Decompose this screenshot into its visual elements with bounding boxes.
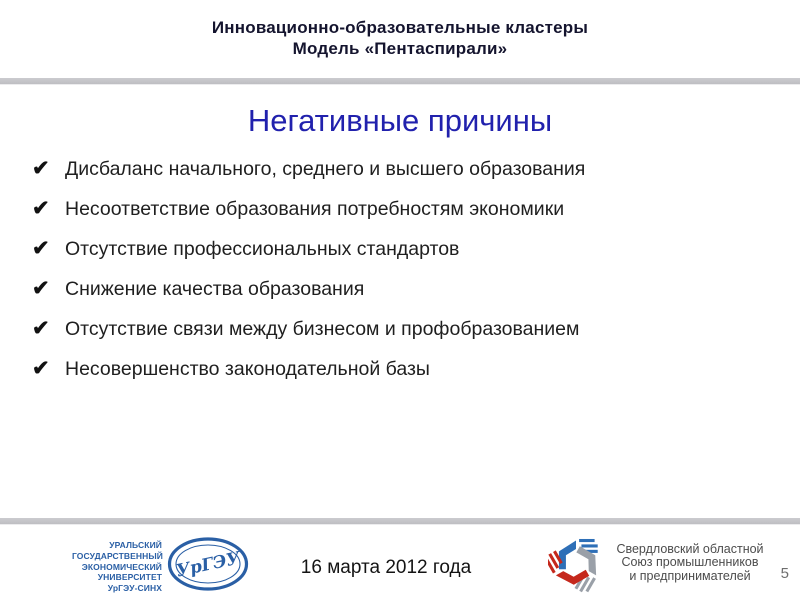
header-title-line2: Модель «Пентаспирали» <box>292 39 508 58</box>
list-item <box>32 157 762 197</box>
header-title-line1: Инновационно-образовательные кластеры <box>211 18 589 37</box>
sospp-hexagon-icon <box>548 532 604 594</box>
bullet-text: Несовершенство законодательной базы <box>65 358 430 380</box>
sospp-line: и предпринимателей <box>629 568 751 583</box>
usue-line: УНИВЕРСИТЕТ <box>97 572 162 583</box>
checkmark-icon: ✔ <box>32 237 50 260</box>
bullet-text: Отсутствие связи между бизнесом и профобразованием <box>65 318 580 340</box>
page-number: 5 <box>780 565 789 582</box>
sospp-line: Союз промышленников <box>621 555 759 570</box>
list-item <box>32 317 762 357</box>
top-divider <box>0 78 800 85</box>
list-item <box>32 277 762 317</box>
list-item <box>32 237 762 277</box>
checkmark-icon: ✔ <box>32 317 50 340</box>
slide-date: 16 марта 2012 года <box>300 557 472 578</box>
slide-heading: Негативные причины <box>247 103 553 138</box>
checkmark-icon: ✔ <box>32 277 50 300</box>
sospp-logo <box>548 532 766 594</box>
usue-line: ЭКОНОМИЧЕСКИЙ <box>81 561 162 572</box>
usue-line: УрГЭУ-СИНХ <box>107 583 162 594</box>
usue-oval-text: УрГЭУ <box>174 548 242 582</box>
bullet-list <box>32 157 762 397</box>
bottom-divider <box>0 518 800 525</box>
list-item <box>32 197 762 237</box>
checkmark-icon: ✔ <box>32 157 50 180</box>
usue-line: УРАЛЬСКИЙ <box>109 540 162 550</box>
usue-line: ГОСУДАРСТВЕННЫЙ <box>72 550 163 561</box>
bullet-text: Дисбаланс начального, среднего и высшего образования <box>65 158 586 180</box>
sospp-line: Свердловский областной <box>616 541 764 556</box>
checkmark-icon: ✔ <box>32 357 50 380</box>
bullet-text: Снижение качества образования <box>65 278 365 300</box>
bullet-text: Несоответствие образования потребностям экономики <box>65 198 565 220</box>
sospp-logo-text <box>614 543 766 584</box>
bullet-text: Отсутствие профессиональных стандартов <box>65 238 460 260</box>
checkmark-icon: ✔ <box>32 197 50 220</box>
list-item <box>32 357 762 397</box>
slide-header-title <box>0 17 800 59</box>
